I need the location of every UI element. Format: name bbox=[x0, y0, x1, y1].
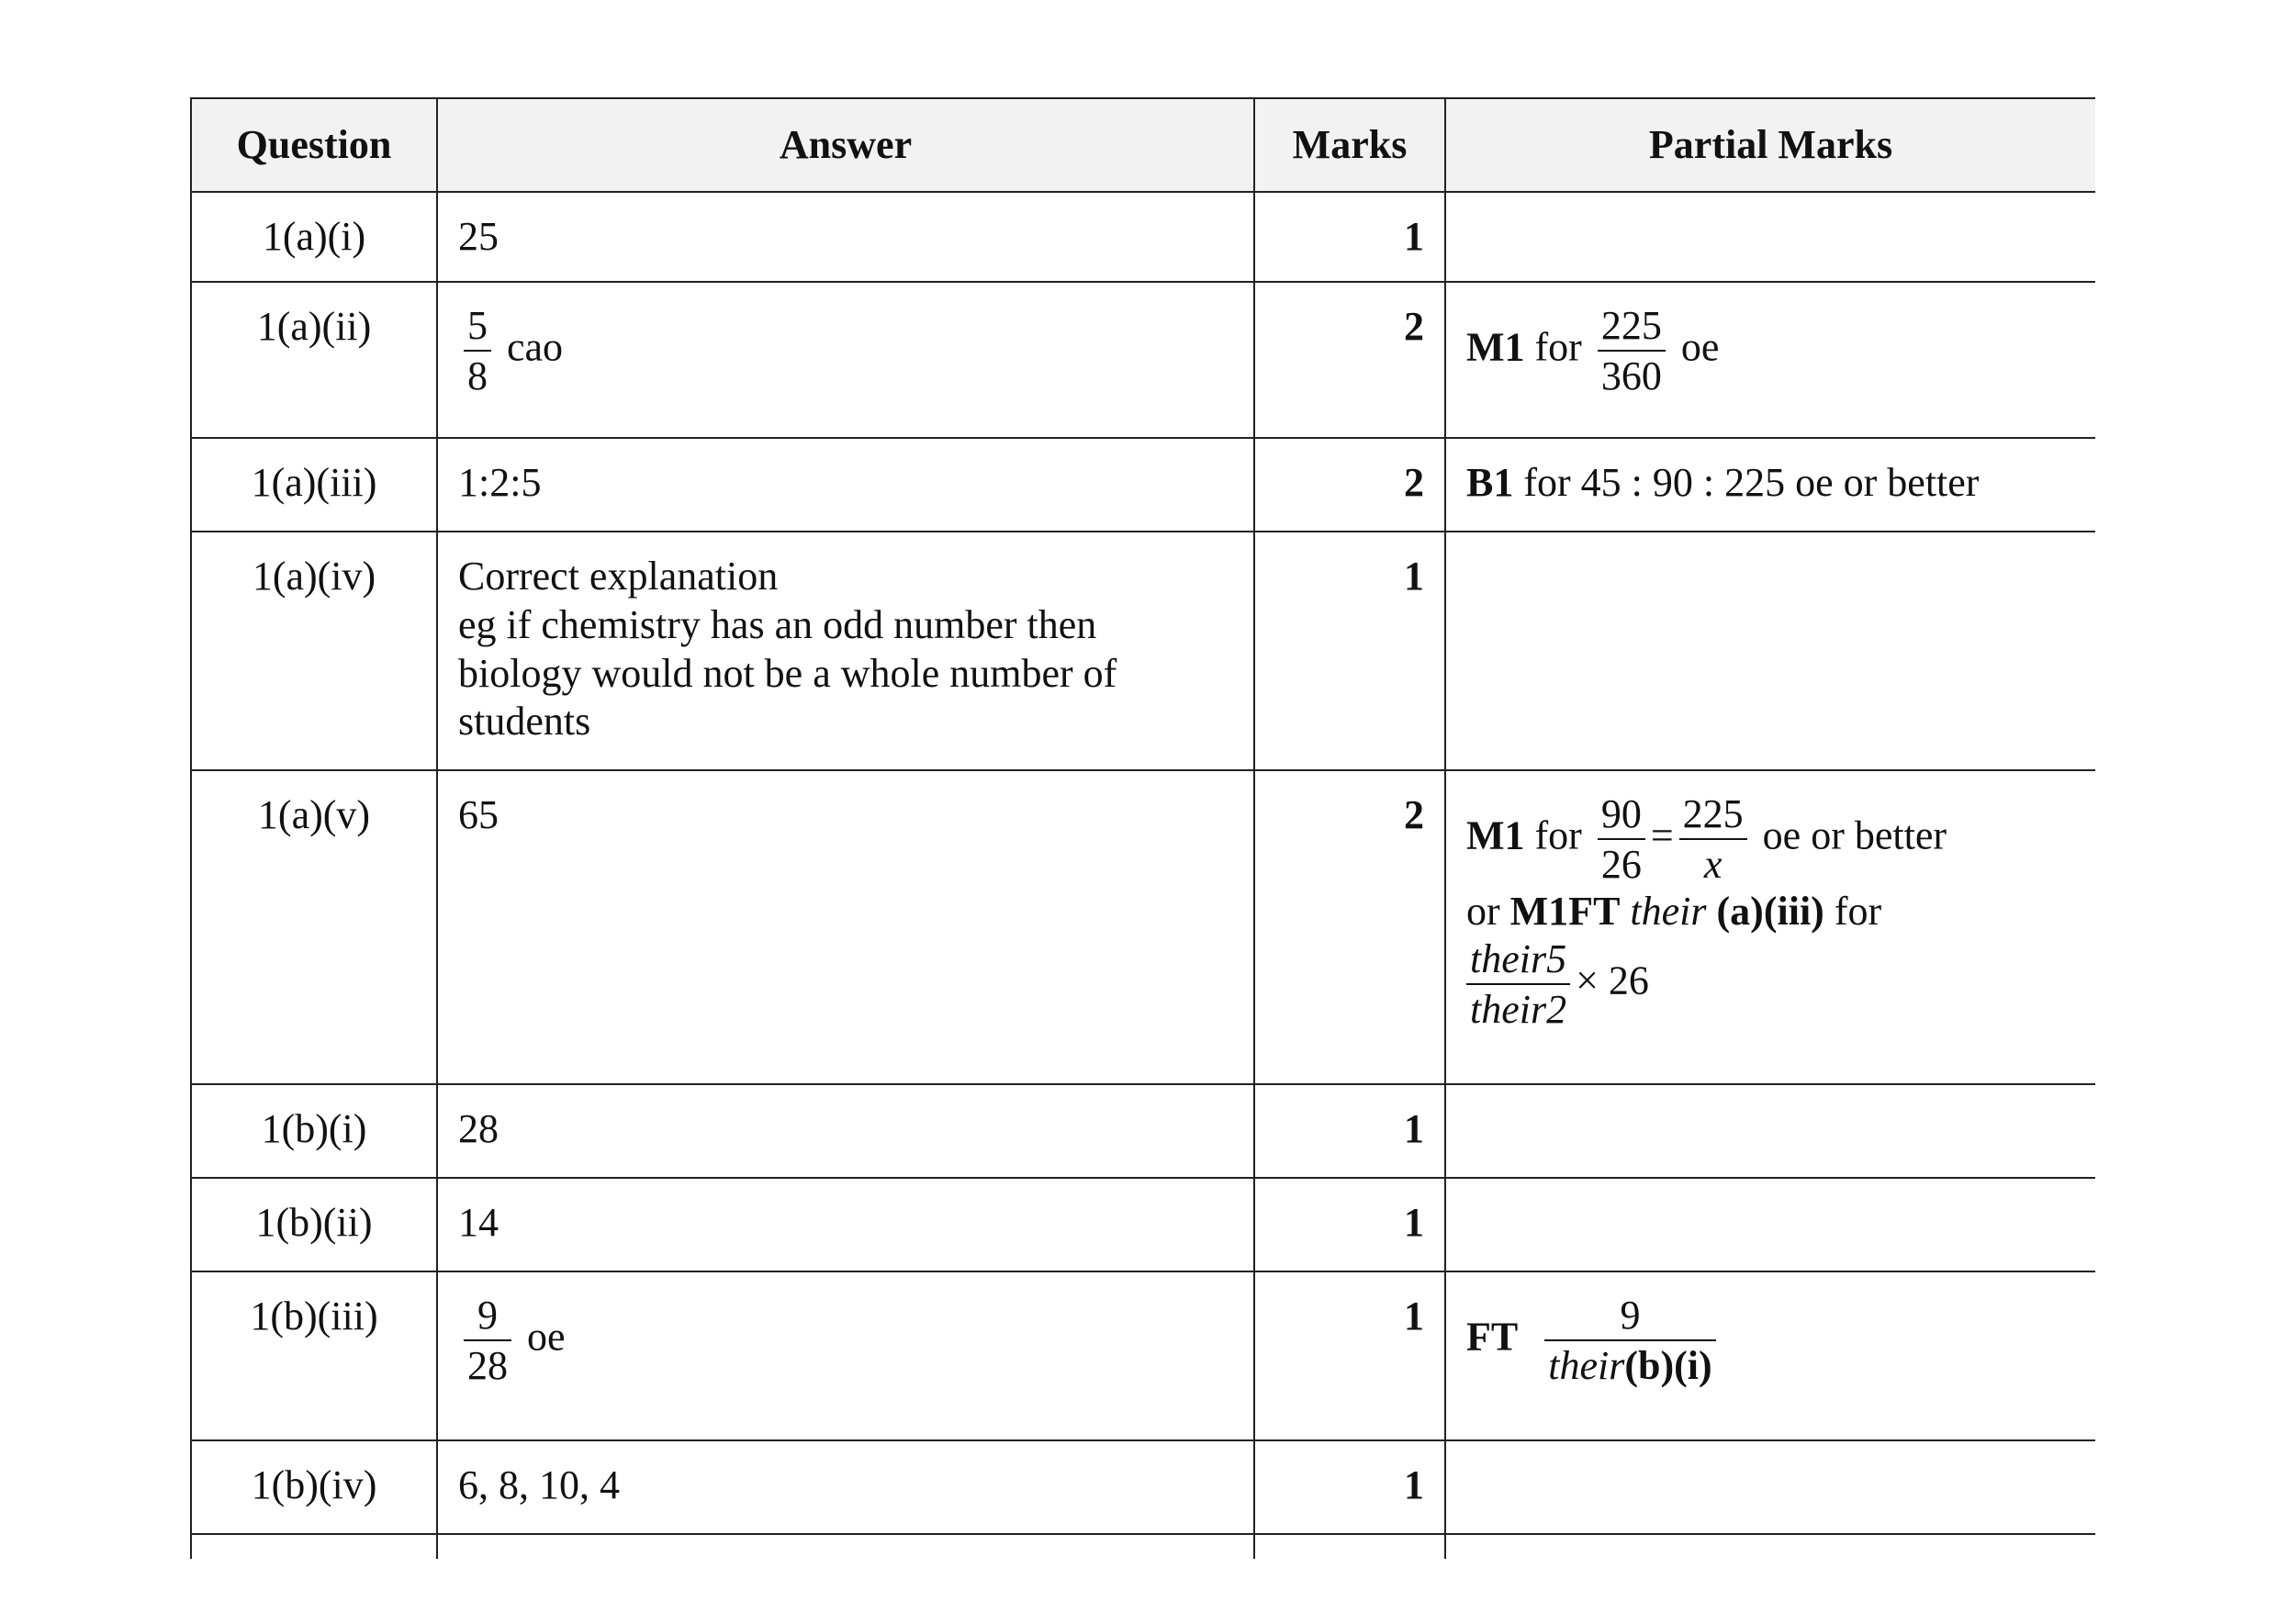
answer-fraction bbox=[464, 1293, 511, 1389]
table-row bbox=[191, 192, 2095, 282]
question-number: 1(b)(iv) bbox=[191, 1440, 437, 1534]
table-row bbox=[191, 438, 2095, 532]
question-number: 1(b)(i) bbox=[191, 1084, 437, 1178]
answer-cell: 14 bbox=[437, 1178, 1254, 1271]
partial-marks-cell bbox=[1445, 1178, 2095, 1271]
fraction-numerator: their5 bbox=[1470, 935, 1567, 981]
fraction-numerator: 9 bbox=[1620, 1293, 1641, 1338]
part-reference: (b)(i) bbox=[1624, 1342, 1712, 1388]
partial-fraction bbox=[1679, 791, 1747, 888]
marks-cell: 1 bbox=[1254, 532, 1445, 770]
answer-line: Correct explanation bbox=[458, 554, 779, 599]
partial-marks-cell bbox=[1445, 770, 2095, 1084]
table-header-row bbox=[191, 98, 2095, 192]
answer-cell bbox=[437, 282, 1254, 438]
fraction-denominator: 26 bbox=[1598, 838, 1645, 889]
partial-text: for 45 : 90 : 225 oe or better bbox=[1523, 460, 1980, 505]
equals-sign: = bbox=[1650, 812, 1674, 858]
fraction-numerator: 225 bbox=[1682, 791, 1744, 836]
part-reference: (a)(iii) bbox=[1716, 889, 1824, 935]
partial-fraction bbox=[1466, 936, 1570, 1033]
mark-scheme-table bbox=[190, 97, 2095, 1559]
partial-marks-cell bbox=[1445, 1440, 2095, 1534]
partial-fraction bbox=[1544, 1293, 1715, 1389]
partial-fraction bbox=[1598, 791, 1645, 888]
fraction-denominator: their2 bbox=[1466, 983, 1570, 1034]
question-number: 1(a)(iii) bbox=[191, 438, 437, 532]
marks-cell: 1 bbox=[1254, 192, 1445, 282]
empty-cell bbox=[1254, 1534, 1445, 1559]
marks-cell: 2 bbox=[1254, 282, 1445, 438]
partial-marks-cell bbox=[1445, 1271, 2095, 1440]
answer-cell: 65 bbox=[437, 770, 1254, 1084]
mark-code: M1 bbox=[1466, 324, 1525, 370]
partial-text: or bbox=[1466, 889, 1500, 935]
mark-code: M1 bbox=[1466, 812, 1525, 858]
question-number: 1(a)(ii) bbox=[191, 282, 437, 438]
empty-cell bbox=[191, 1534, 437, 1559]
marks-cell: 1 bbox=[1254, 1440, 1445, 1534]
answer-cell: 1:2:5 bbox=[437, 438, 1254, 532]
answer-cell: 6, 8, 10, 4 bbox=[437, 1440, 1254, 1534]
fraction-denominator bbox=[1544, 1339, 1715, 1390]
answer-line: biology would not be a whole number of bbox=[458, 650, 1117, 696]
mark-code: B1 bbox=[1466, 460, 1514, 505]
mark-code: FT bbox=[1466, 1314, 1519, 1360]
table-row bbox=[191, 1271, 2095, 1440]
header-partial-marks: Partial Marks bbox=[1445, 98, 2095, 192]
partial-text: for bbox=[1834, 889, 1882, 935]
marks-cell: 1 bbox=[1254, 1084, 1445, 1178]
table-row bbox=[191, 1178, 2095, 1271]
partial-line bbox=[1466, 888, 2075, 936]
fraction-denominator: 28 bbox=[464, 1339, 511, 1390]
partial-marks-cell bbox=[1445, 1084, 2095, 1178]
partial-suffix: oe bbox=[1680, 324, 1720, 370]
times-expression: × 26 bbox=[1576, 958, 1649, 1003]
fraction-numerator: 225 bbox=[1600, 303, 1662, 348]
partial-text: for bbox=[1534, 812, 1582, 858]
question-number: 1(a)(v) bbox=[191, 770, 437, 1084]
fraction-denominator: x bbox=[1679, 838, 1747, 889]
their-text: their bbox=[1548, 1342, 1625, 1388]
table-row bbox=[191, 770, 2095, 1084]
partial-marks-cell bbox=[1445, 438, 2095, 532]
partial-marks-cell bbox=[1445, 282, 2095, 438]
answer-suffix: oe bbox=[527, 1314, 566, 1360]
empty-cell bbox=[437, 1534, 1254, 1559]
partial-text: for bbox=[1534, 324, 1582, 370]
partial-marks-cell bbox=[1445, 192, 2095, 282]
fraction-denominator: 360 bbox=[1598, 350, 1666, 400]
table-row bbox=[191, 1084, 2095, 1178]
mark-scheme-page bbox=[190, 97, 2095, 1559]
answer-cell bbox=[437, 532, 1254, 770]
question-number: 1(a)(i) bbox=[191, 192, 437, 282]
their-text: their bbox=[1630, 889, 1707, 935]
partial-line bbox=[1466, 936, 2075, 1033]
partial-suffix: oe or better bbox=[1762, 812, 1947, 858]
answer-cell: 25 bbox=[437, 192, 1254, 282]
question-number: 1(a)(iv) bbox=[191, 532, 437, 770]
partial-fraction bbox=[1598, 303, 1666, 399]
marks-cell: 2 bbox=[1254, 770, 1445, 1084]
answer-cell bbox=[437, 1271, 1254, 1440]
fraction-numerator: 9 bbox=[477, 1293, 498, 1338]
header-question: Question bbox=[191, 98, 437, 192]
table-row bbox=[191, 282, 2095, 438]
question-number: 1(b)(ii) bbox=[191, 1178, 437, 1271]
marks-cell: 1 bbox=[1254, 1178, 1445, 1271]
fraction-denominator: 8 bbox=[464, 350, 491, 400]
answer-fraction bbox=[464, 303, 491, 399]
mark-code: M1FT bbox=[1509, 889, 1621, 935]
fraction-numerator: 90 bbox=[1600, 791, 1642, 836]
partial-line bbox=[1466, 791, 2075, 888]
table-row bbox=[191, 532, 2095, 770]
answer-line: eg if chemistry has an odd number then bbox=[458, 601, 1097, 647]
table-row-continued bbox=[191, 1534, 2095, 1559]
fraction-numerator: 5 bbox=[467, 303, 488, 348]
header-marks: Marks bbox=[1254, 98, 1445, 192]
marks-cell: 1 bbox=[1254, 1271, 1445, 1440]
table-row bbox=[191, 1440, 2095, 1534]
answer-suffix: cao bbox=[507, 324, 564, 370]
empty-cell bbox=[1445, 1534, 2095, 1559]
marks-cell: 2 bbox=[1254, 438, 1445, 532]
partial-marks-cell bbox=[1445, 532, 2095, 770]
header-answer: Answer bbox=[437, 98, 1254, 192]
answer-line: students bbox=[458, 699, 591, 745]
question-number: 1(b)(iii) bbox=[191, 1271, 437, 1440]
answer-cell: 28 bbox=[437, 1084, 1254, 1178]
